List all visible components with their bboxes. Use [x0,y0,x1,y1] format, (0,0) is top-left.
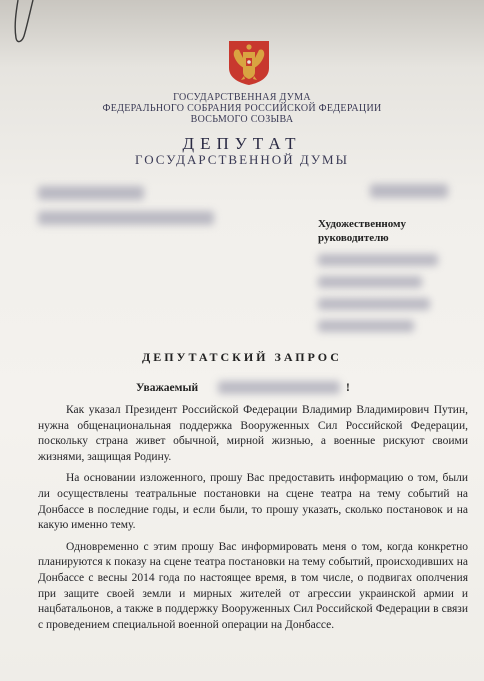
duma-subtitle: ГОСУДАРСТВЕННОЙ ДУМЫ [135,152,349,167]
redacted-reference [38,211,214,225]
deputy-title: ДЕПУТАТ [182,134,302,153]
addressee-line-2: руководителю [318,232,389,244]
greeting-exclamation: ! [346,382,350,394]
header-line-3: ВОСЬМОГО СОЗЫВА [190,114,294,125]
coat-of-arms-icon [226,38,272,86]
redacted-number [370,184,448,198]
letter-body [38,403,468,639]
request-title: ДЕПУТАТСКИЙ ЗАПРОС [142,350,342,364]
greeting: Уважаемый [136,382,199,394]
paragraph-3: Одновременно с этим прошу Вас информировать меня о том, когда конкретно планируются к показу на сцене театра постановки на тему событий, происходивших на Донбассе с весны 2014 года по настоящее время, в том числе, о подвигах ополчения при защите своей земли и мирных жителей от агрессии украинской армии и нацбатальонов, а также в поддержку Вооруженных Сил Российской Федерации в связи с проведением специальной военной операции на Донбассе. [38,540,468,631]
redacted-name [218,381,340,394]
redacted-addressee-line-1 [318,254,438,266]
redacted-date [38,186,144,200]
redacted-addressee-line-2 [318,276,422,288]
redacted-addressee-line-4 [318,320,414,332]
header-line-1: ГОСУДАРСТВЕННАЯ ДУМА [173,92,311,103]
header-line-2: ФЕДЕРАЛЬНОГО СОБРАНИЯ РОССИЙСКОЙ ФЕДЕРАЦИИ [102,103,382,114]
addressee-line-1: Художественному [318,218,407,230]
paragraph-1: Как указал Президент Российской Федерации Владимир Владимирович Путин, нужна общенациональная поддержка Вооруженных Сил Российской Федерации, поскольку страна живет обычной, мирной жизнью, а военные рискуют своими жизнями, защищая Родину. [38,404,468,463]
paragraph-2: На основании изложенного, прошу Вас предоставить информацию о том, были ли осуществлены театральные постановки на сцене театра на тему событий на Донбассе в последние годы, и если были, то прошу указать, сколько постановок и на какую именно тему. [38,472,468,532]
redacted-addressee-line-3 [318,298,430,310]
